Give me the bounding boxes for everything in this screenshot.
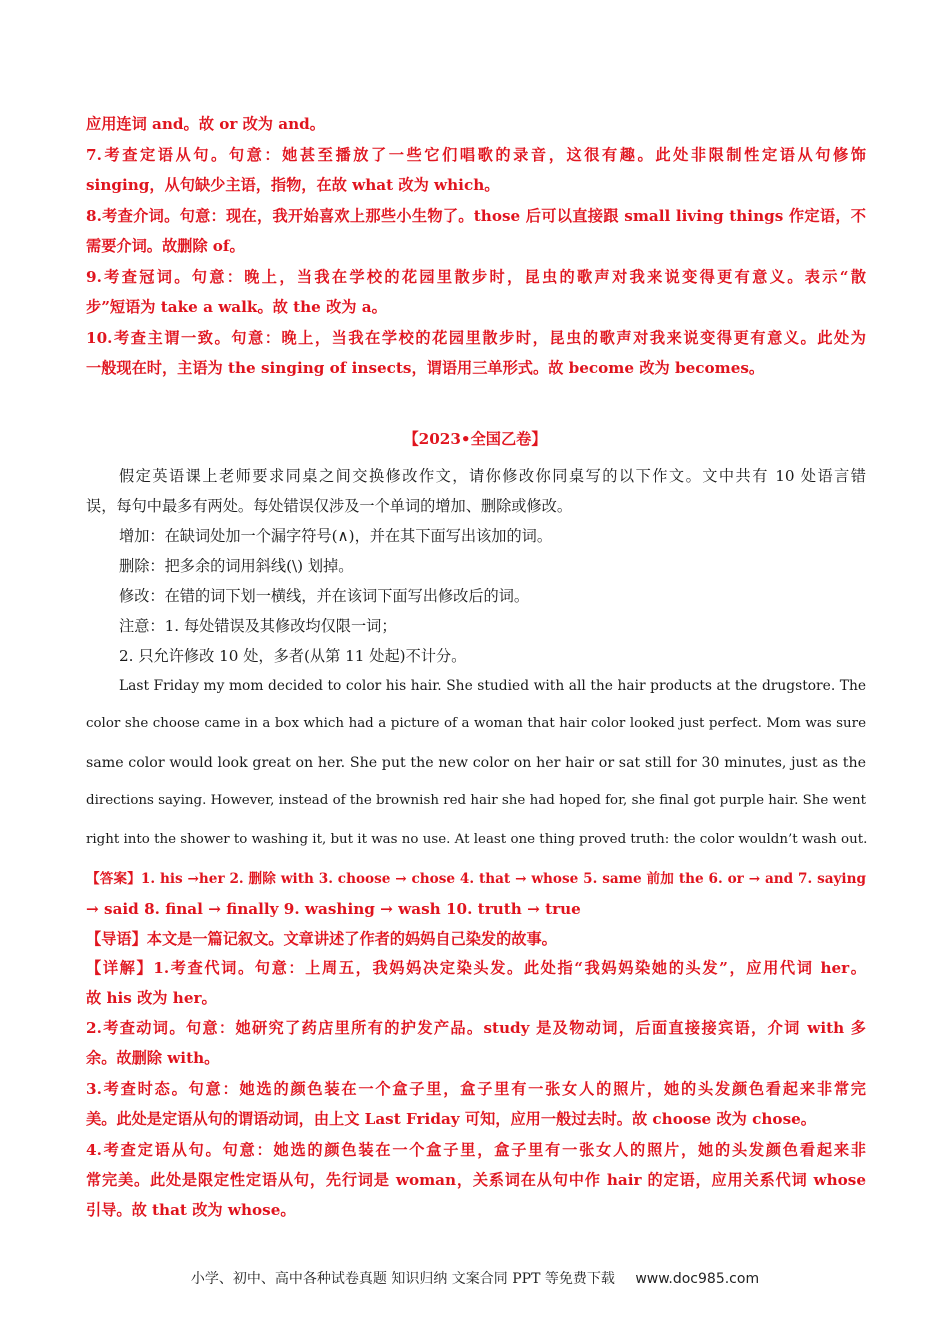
detail-line: 【详解】1.考查代词。句意：上周五，我妈妈决定染头发。此处指“我妈妈染她的头发”，应用代词 her。 xyxy=(86,959,866,977)
detail-line: 3.考查时态。句意：她选的颜色装在一个盒子里，盒子里有一张女人的照片，她的头发颜色看起来非常完 xyxy=(86,1080,866,1098)
footer-link[interactable]: www.doc985.com xyxy=(635,1271,760,1287)
detail-line: 故 his 改为 her。 xyxy=(86,989,217,1007)
instruction-line: 修改：在错的词下划一横线，并在该词下面写出修改后的词。 xyxy=(119,587,530,605)
instruction-line: 增加：在缺词处加一个漏字符号(∧)，并在其下面写出该加的词。 xyxy=(119,527,553,545)
detail-line: 2.考查动词。句意：她研究了药店里所有的护发产品。study 是及物动词，后面直接接宾语，介词 with 多 xyxy=(86,1019,866,1037)
answer-line: 步”短语为 take a walk。故 the 改为 a。 xyxy=(86,298,387,316)
section-title: 【2023•全国乙卷】 xyxy=(403,430,547,448)
answer-line: 7.考查定语从句。句意：她甚至播放了一些它们唱歌的录音，这很有趣。此处非限制性定语从句修饰 xyxy=(86,146,866,164)
answer-line: 10.考查主谓一致。句意：晚上，当我在学校的花园里散步时，昆虫的歌声对我来说变得更有意义。此处为 xyxy=(86,329,866,347)
answer-line: singing，从句缺少主语，指物，在故 what 改为 which。 xyxy=(86,176,500,194)
instruction-line: 注意：1. 每处错误及其修改均仅限一词； xyxy=(119,617,397,635)
instruction-line: 2. 只允许修改 10 处，多者(从第 11 处起)不计分。 xyxy=(119,647,467,665)
detail-line: 引导。故 that 改为 whose。 xyxy=(86,1201,296,1219)
detail-line: 常完美。此处是限定性定语从句，先行词是 woman，关系词在从句中作 hair 的定语，应用关系代词 whose xyxy=(86,1171,866,1189)
answer-key-line: → said 8. final → finally 9. washing → wash 10. truth → true xyxy=(86,900,581,918)
answer-line: 应用连词 and。故 or 改为 and。 xyxy=(86,115,325,133)
passage-line: right into the shower to washing it, but it was no use. At least one thing proved truth: the color wouldn’t wash out. xyxy=(86,832,868,847)
detail-line: 美。此处是定语从句的谓语动词，由上文 Last Friday 可知，应用一般过去时。故 choose 改为 chose。 xyxy=(86,1110,816,1128)
passage-line: color she choose came in a box which had a picture of a woman that hair color looked just perfect. Mom was sure xyxy=(86,716,866,731)
answer-line: 一般现在时，主语为 the singing of insects，谓语用三单形式。故 become 改为 becomes。 xyxy=(86,359,765,377)
answer-line: 9.考查冠词。句意：晚上，当我在学校的花园里散步时，昆虫的歌声对我来说变得更有意义。表示“散 xyxy=(86,268,866,286)
page-footer xyxy=(0,1268,950,1288)
detail-line: 余。故删除 with。 xyxy=(86,1049,220,1067)
answer-line: 需要介词。故删除 of。 xyxy=(86,237,245,255)
instruction-line: 假定英语课上老师要求同桌之间交换修改作文，请你修改你同桌写的以下作文。文中共有 10 处语言错 xyxy=(119,467,866,485)
passage-line: same color would look great on her. She put the new color on her hair or sat still for 30 minutes, just as the xyxy=(86,755,866,771)
instruction-line: 删除：把多余的词用斜线(\) 划掉。 xyxy=(119,557,354,575)
answer-key-line: 【答案】1. his →her 2. 删除 with 3. choose → chose 4. that → whose 5. same 前加 the 6. or → and 7. saying xyxy=(86,871,866,887)
guide-line: 【导语】本文是一篇记叙文。文章讲述了作者的妈妈自己染发的故事。 xyxy=(86,930,557,948)
instruction-line: 误，每句中最多有两处。每处错误仅涉及一个单词的增加、删除或修改。 xyxy=(86,497,572,515)
passage-line: directions saying. However, instead of the brownish red hair she had hoped for, she final got purple hair. She went xyxy=(86,793,866,808)
detail-line: 4.考查定语从句。句意：她选的颜色装在一个盒子里，盒子里有一张女人的照片，她的头发颜色看起来非 xyxy=(86,1141,866,1159)
passage-line: Last Friday my mom decided to color his hair. She studied with all the hair products at the drugstore. The xyxy=(119,678,866,694)
answer-line: 8.考查介词。句意：现在，我开始喜欢上那些小生物了。those 后可以直接跟 small living things 作定语，不 xyxy=(86,207,866,225)
footer-text: 小学、初中、高中各种试卷真题 知识归纳 文案合同 PPT 等免费下载 xyxy=(190,1271,615,1287)
